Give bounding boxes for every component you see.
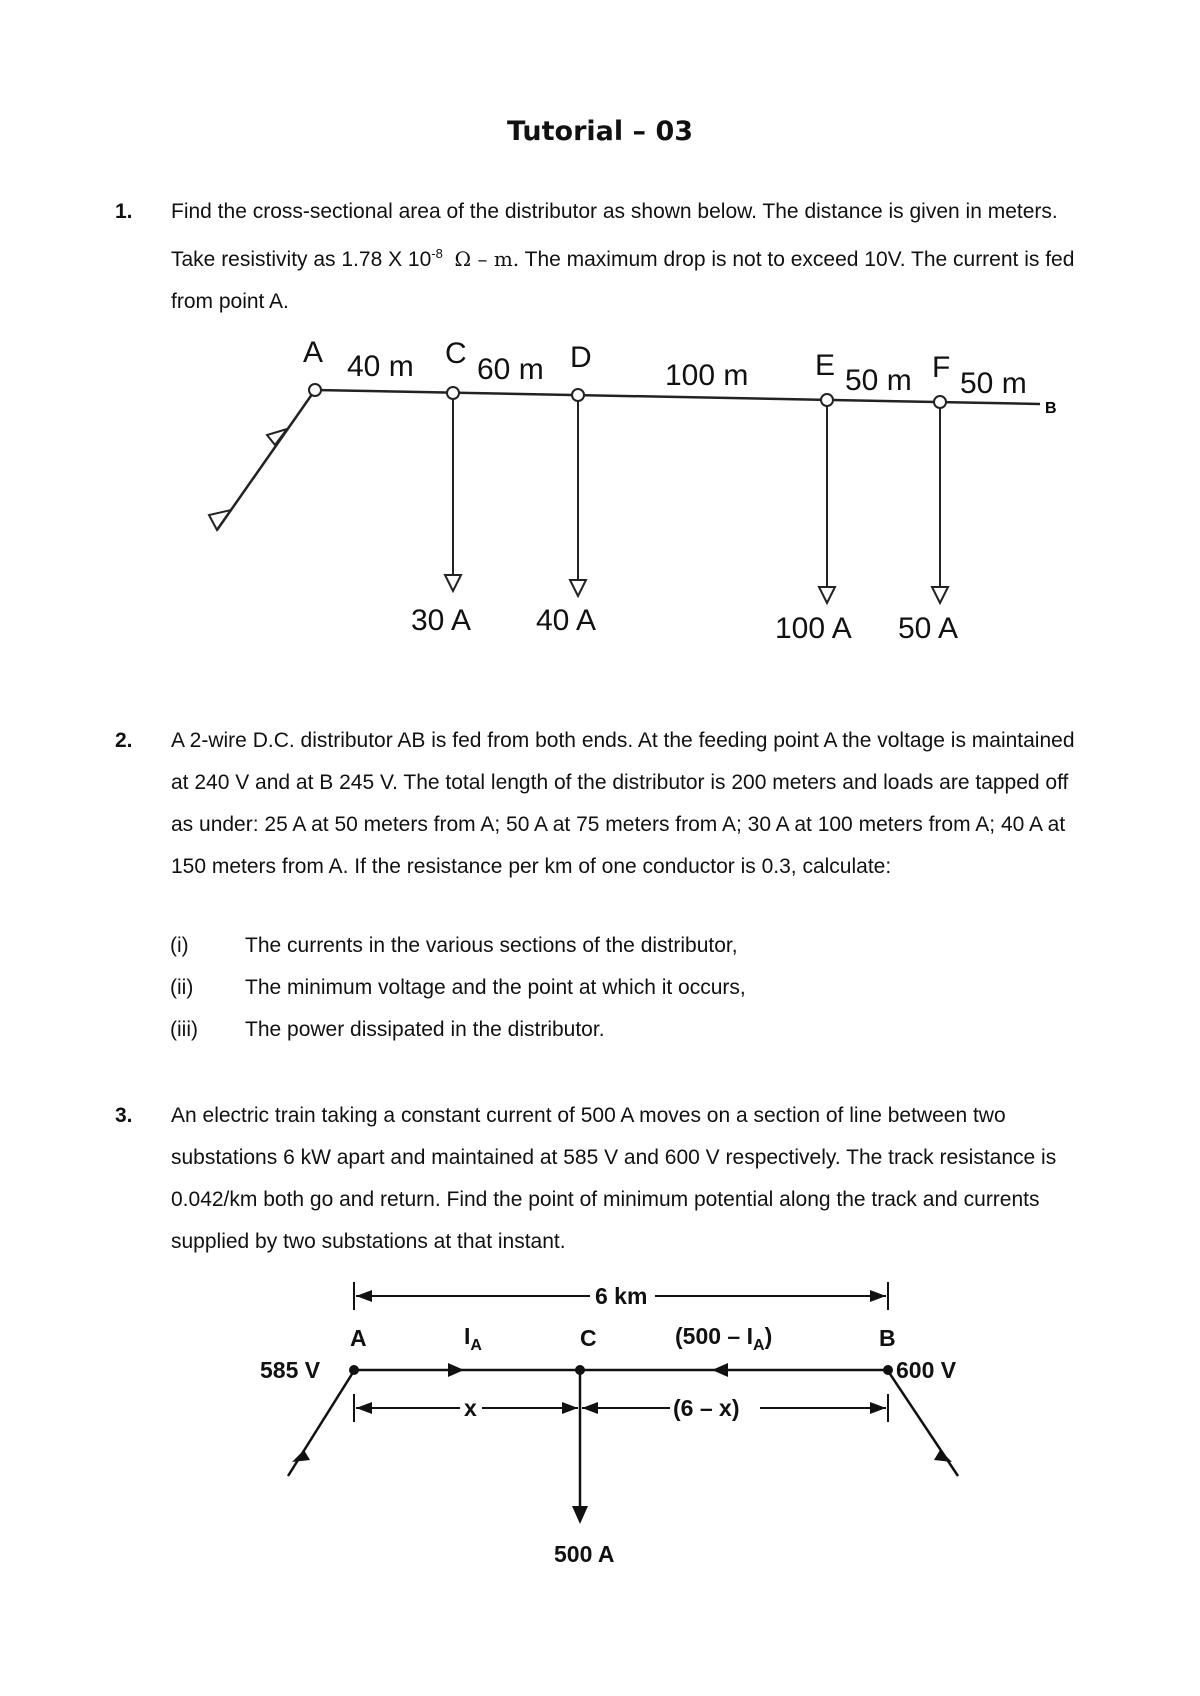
question-3 (115, 1095, 1090, 1263)
node-c (447, 387, 459, 399)
span-label: 6 km (595, 1283, 648, 1309)
node-label: F (932, 351, 951, 384)
distance-label: 60 m (477, 353, 544, 386)
question-1 (115, 191, 1090, 323)
distance-label: 100 m (665, 359, 749, 392)
question-text: A 2-wire D.C. distributor AB is fed from both ends. At the feeding point A the voltage is maintained at 240 V and at B 245 V. The total length of the distributor is 200 meters and loads are tapped off as under: 25 A at 50 meters from A; 50 A at 75 meters from A; 30 A at 100 meters from A; 40 A at 150 meters from A. If the resistance per km of one conductor is 0.3, calculate: (171, 729, 1075, 878)
node-label: D (570, 341, 592, 374)
node-f (934, 396, 946, 408)
distributor-diagram-1 (195, 325, 1065, 670)
load-label: 500 A (554, 1541, 615, 1567)
load-label: 30 A (411, 604, 472, 637)
node-b (883, 1365, 893, 1375)
segment-x-label: x (464, 1395, 477, 1421)
node-label: B (1045, 400, 1057, 417)
current-ia-label: $I_A$ (464, 1323, 482, 1354)
question-text: Find the cross-sectional area of the distributor as shown below. The distance is given in meters. Take resistivity as 1.78 X $10^{-8}$ Ω – m. The maximum drop is not to exceed 10V. The current is fed from point A. (171, 200, 1075, 313)
load-arrow-icon (445, 575, 461, 591)
question-2 (115, 720, 1090, 888)
node-e (821, 394, 833, 406)
node-label: A (303, 336, 324, 369)
load-arrow-icon (819, 587, 835, 603)
current-arrow-icon (448, 1363, 464, 1377)
distance-label: 50 m (845, 364, 912, 397)
question-text: An electric train taking a constant current of 500 A moves on a section of line between two substations 6 kW apart and maintained at 585 V and 600 V respectively. The track resistance is 0.042/km both go and return. Find the point of minimum potential along the track and currents supplied by two substations at that instant. (171, 1104, 1057, 1253)
voltage-b-label: 600 V (896, 1357, 957, 1383)
node-label: A (350, 1325, 367, 1351)
question-number: 3. (115, 1104, 133, 1127)
question-number: 1. (115, 200, 133, 223)
load-label: 100 A (775, 612, 852, 645)
feed-arrow-icon (209, 510, 231, 530)
distance-label: 50 m (960, 367, 1027, 400)
segment-rest-label: (6 – x) (673, 1395, 740, 1421)
train-diagram (260, 1270, 980, 1570)
page-title: Tutorial – 03 (506, 116, 694, 147)
current-ib-label: $(500 - I_A)$ (675, 1323, 773, 1354)
load-label: 40 A (536, 604, 597, 637)
load-arrow-icon (570, 580, 586, 596)
voltage-a-label: 585 V (260, 1357, 321, 1383)
node-label: B (879, 1325, 896, 1351)
distance-label: 40 m (347, 350, 414, 383)
question-number: 2. (115, 729, 133, 752)
node-label: C (580, 1325, 597, 1351)
load-arrow-icon (572, 1506, 588, 1524)
current-arrow-icon (712, 1363, 728, 1377)
load-label: 50 A (898, 612, 959, 645)
load-arrow-icon (932, 587, 948, 603)
node-a (309, 384, 321, 396)
node-label: E (815, 349, 836, 382)
node-a (349, 1365, 359, 1375)
feed-arrow-icon (267, 429, 287, 445)
node-label: C (445, 337, 467, 370)
feed-arrow-icon (292, 1450, 310, 1462)
node-d (572, 389, 584, 401)
